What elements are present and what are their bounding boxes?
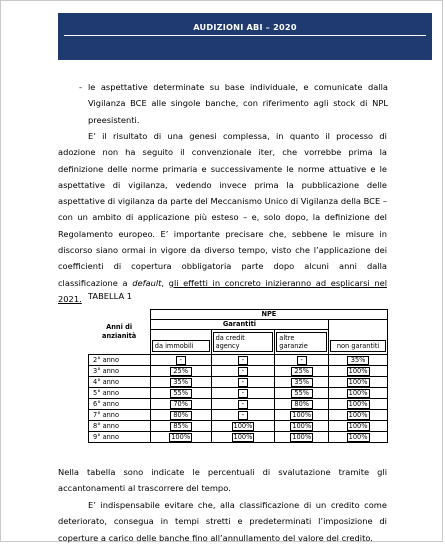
paragraph-genesi-comma: , bbox=[161, 277, 165, 288]
sub-header-immobili: da immobili bbox=[152, 340, 210, 352]
row-anno: 5° anno bbox=[89, 388, 151, 399]
cell-non-garantiti: 100% bbox=[329, 399, 388, 410]
paragraph-genesi-underlined: gli effetti in concreto inizieranno ad esplicarsi nel 2021. bbox=[58, 277, 388, 304]
npe-table bbox=[88, 309, 388, 443]
header-rule bbox=[64, 35, 426, 36]
paragraph-tabella: Nella tabella sono indicate le percentuali di svalutazione tramite gli accantonamenti al trascorrere del tempo. bbox=[58, 467, 387, 494]
cell-altre-garanzie: 100% bbox=[275, 432, 329, 443]
cell-altre-garanzie: 100% bbox=[275, 421, 329, 432]
row-anno: 8° anno bbox=[89, 421, 151, 432]
header-title: AUDIZIONI ABI – 2020 bbox=[193, 22, 297, 32]
bullet-item bbox=[79, 79, 388, 128]
cell-altre-garanzie: 25% bbox=[275, 366, 329, 377]
sub-header-credit-agency: da credit agency bbox=[213, 332, 274, 352]
bullet-text: le aspettative determinate su base individuale, e comunicate dalla Vigilanza BCE alle singole banche, con riferimento agli stock di NPL preesistenti. bbox=[88, 82, 388, 125]
row-anno: 7° anno bbox=[89, 410, 151, 421]
cell-credit-agency: - bbox=[211, 377, 275, 388]
table-caption: TABELLA 1 bbox=[88, 291, 133, 301]
row-anno: 3° anno bbox=[89, 366, 151, 377]
sub-header-credit-cell bbox=[211, 330, 275, 355]
sub-header-immobili-cell bbox=[150, 330, 211, 355]
cell-immobili: 100% bbox=[150, 432, 211, 443]
table-row bbox=[89, 432, 388, 443]
garantiti-header: Garantiti bbox=[150, 320, 328, 330]
sub-header-altre-garanzie: altre garanzie bbox=[276, 332, 327, 352]
cell-non-garantiti: 35% bbox=[329, 355, 388, 366]
cell-credit-agency: - bbox=[211, 410, 275, 421]
cell-altre-garanzie: 100% bbox=[275, 410, 329, 421]
anni-header: Anni di anzianità bbox=[89, 310, 151, 355]
bullet-dash: - bbox=[79, 82, 82, 92]
cell-non-garantiti: 100% bbox=[329, 377, 388, 388]
cell-non-garantiti: 100% bbox=[329, 432, 388, 443]
cell-non-garantiti: 100% bbox=[329, 388, 388, 399]
cell-immobili: 85% bbox=[150, 421, 211, 432]
cell-non-garantiti: 100% bbox=[329, 410, 388, 421]
table-row bbox=[89, 377, 388, 388]
non-garantiti-cell bbox=[329, 320, 388, 355]
cell-credit-agency: - bbox=[211, 366, 275, 377]
table-row bbox=[89, 388, 388, 399]
cell-altre-garanzie: 55% bbox=[275, 388, 329, 399]
cell-credit-agency: - bbox=[211, 399, 275, 410]
paragraph-genesi-text: E’ il risultato di una genesi complessa, in quanto il processo di adozione non ha seguito il convenzionale iter, che vorrebbe prima la definizione delle norme primaria e successivamente le norme attuative e le aspettative di vigilanza, vedendo invece prima la pubblicazione delle aspettative di vigilanza da parte del Meccanismo Unico di Vigilanza della BCE – con un ambito di applicazione più esteso – e, solo dopo, la definizione del Regolamento europeo. E’ importante precisare che, sebbene le misure in discorso siano ormai in vigore da diverso tempo, visto che l’applicazione dei coefficienti di copertura obbligatoria parte dopo alcuni anni dalla classificazione a bbox=[58, 131, 387, 288]
npe-header: NPE bbox=[150, 310, 387, 320]
cell-altre-garanzie: 80% bbox=[275, 399, 329, 410]
cell-credit-agency: - bbox=[211, 355, 275, 366]
cell-immobili: 80% bbox=[150, 410, 211, 421]
table-row bbox=[89, 410, 388, 421]
cell-credit-agency: - bbox=[211, 388, 275, 399]
cell-immobili: 55% bbox=[150, 388, 211, 399]
paragraph-indispensabile: E’ indispensabile evitare che, alla classificazione di un credito come deteriorato, consegua in tempi stretti e predeterminati l’imposizione di coperture a carico delle banche fino all’annullamento del valore del credito. bbox=[58, 500, 387, 543]
cell-immobili: 25% bbox=[150, 366, 211, 377]
cell-altre-garanzie: - bbox=[275, 355, 329, 366]
row-anno: 6° anno bbox=[89, 399, 151, 410]
cell-immobili: - bbox=[150, 355, 211, 366]
table-row bbox=[89, 421, 388, 432]
paragraph-genesi-italic: default bbox=[132, 277, 162, 288]
row-anno: 4° anno bbox=[89, 377, 151, 388]
table-row bbox=[89, 366, 388, 377]
cell-immobili: 70% bbox=[150, 399, 211, 410]
non-garantiti-header: non garantiti bbox=[330, 340, 386, 352]
row-anno: 2° anno bbox=[89, 355, 151, 366]
cell-credit-agency: 100% bbox=[211, 421, 275, 432]
table-row bbox=[89, 399, 388, 410]
table-row bbox=[89, 355, 388, 366]
header-band bbox=[58, 13, 432, 60]
cell-immobili: 35% bbox=[150, 377, 211, 388]
cell-altre-garanzie: 35% bbox=[275, 377, 329, 388]
cell-non-garantiti: 100% bbox=[329, 366, 388, 377]
cell-credit-agency: 100% bbox=[211, 432, 275, 443]
sub-header-altre-cell bbox=[275, 330, 329, 355]
row-anno: 9° anno bbox=[89, 432, 151, 443]
cell-non-garantiti: 100% bbox=[329, 421, 388, 432]
paragraph-genesi bbox=[58, 128, 387, 307]
